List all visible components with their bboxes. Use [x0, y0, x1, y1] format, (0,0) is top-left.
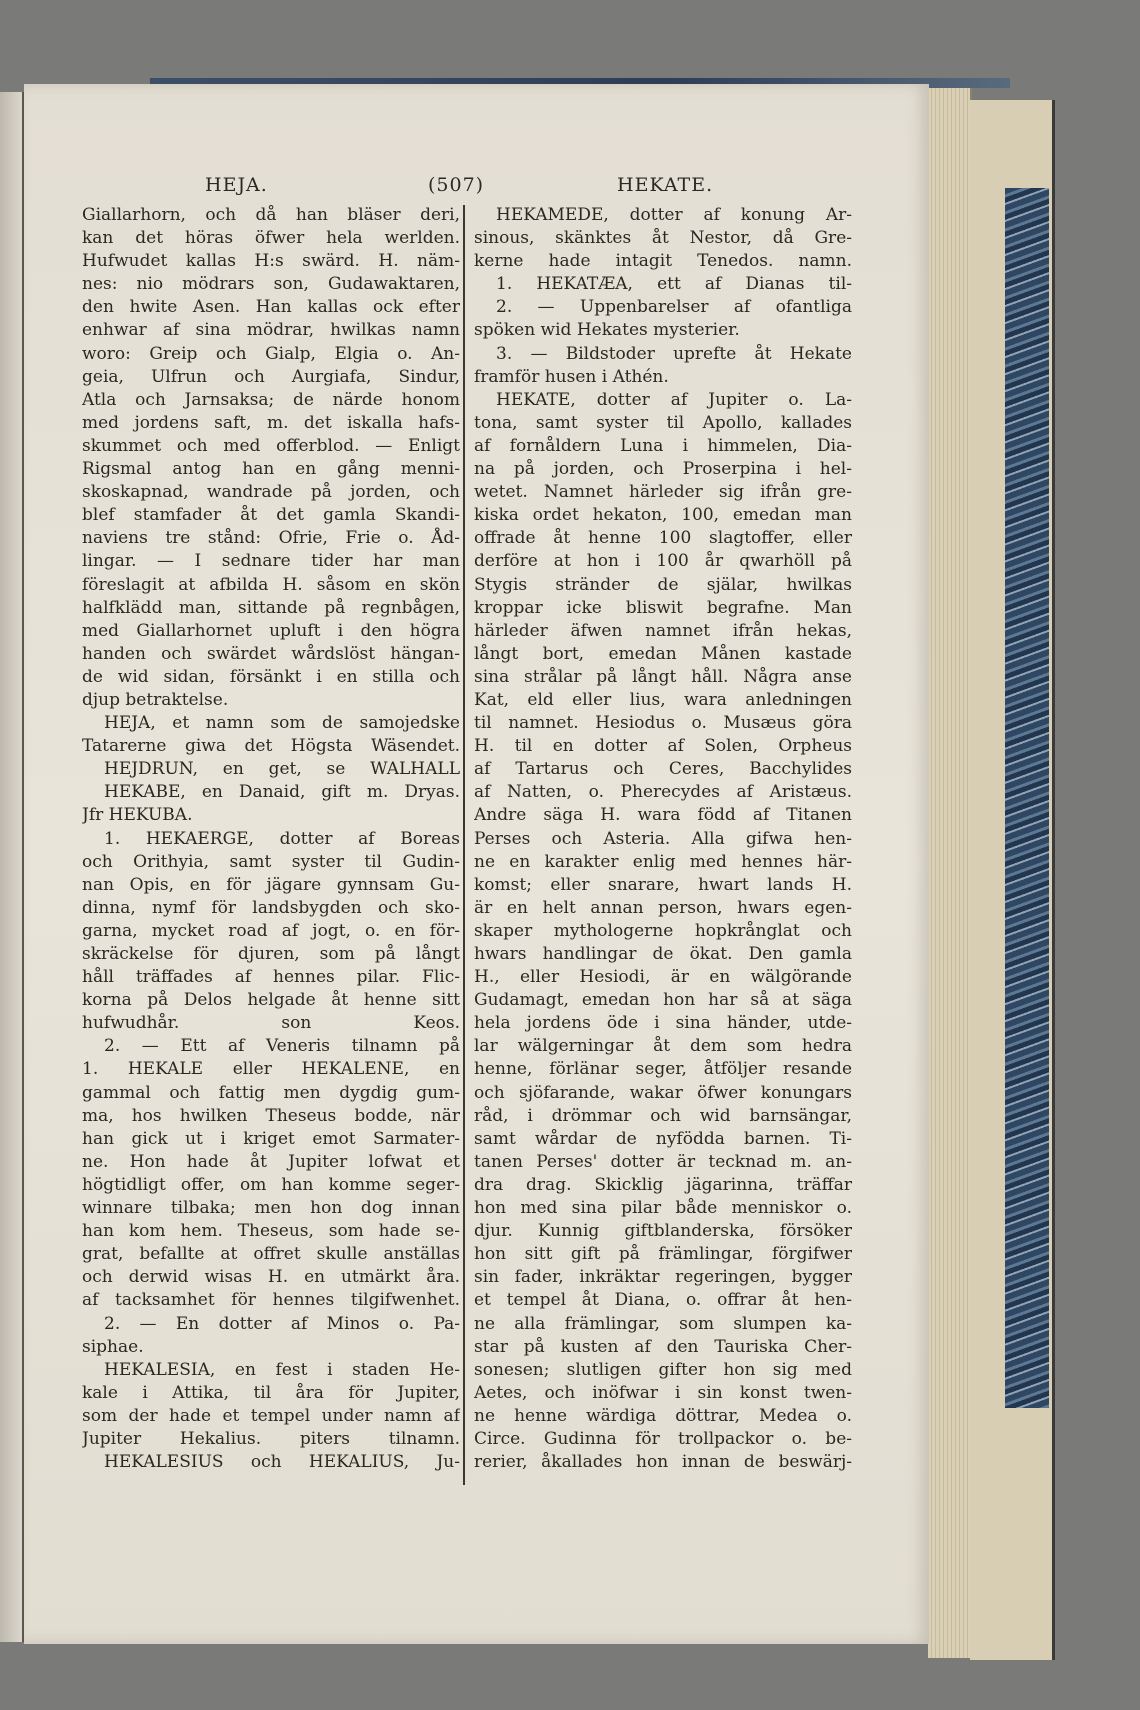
text-line: gammal och fattig men dygdig gum- [82, 1082, 460, 1103]
text-line: Stygis stränder de själar, hwilkas [474, 574, 852, 595]
text-line: sinous, skänktes åt Nestor, då Gre- [474, 228, 852, 249]
text-line: långt bort, emedan Månen kastade [474, 643, 852, 664]
text-line: 3. — Bildstoder uprefte åt Hekate [496, 343, 852, 364]
text-line: tona, samt syster til Apollo, kallades [474, 412, 852, 433]
text-line: hela jordens öde i sina händer, utde- [474, 1013, 852, 1034]
text-line: skummet och med offerblod. — Enligt [82, 435, 460, 456]
right-column [474, 204, 852, 1474]
text-line: tanen Perses' dotter är tecknad m. an- [474, 1151, 852, 1172]
text-line: naviens tre stånd: Ofrie, Frie o. Åd- [82, 528, 460, 549]
text-line: henne, förlänar seger, åtföljer resande [474, 1059, 852, 1080]
text-line: kerne hade intagit Tenedos. namn. [474, 251, 852, 272]
text-line: HEKALESIUS och HEKALIUS, Ju- [104, 1452, 460, 1473]
text-line: HEKATE, dotter af Jupiter o. La- [496, 389, 852, 410]
running-head-left: HEJA. [205, 174, 268, 196]
text-line: Jupiter Hekalius. piters tilnamn. [82, 1428, 460, 1449]
text-line: 1. HEKALE eller HEKALENE, en [82, 1059, 460, 1080]
text-line: af fornåldern Luna i himmelen, Dia- [474, 435, 852, 456]
text-line: härleder äfwen namnet ifrån hekas, [474, 620, 852, 641]
text-line: kan det höras öfwer hela werlden. [82, 228, 460, 249]
text-line: nes: nio mödrars son, Gudawaktaren, [82, 274, 460, 295]
text-line: de wid sidan, försänkt i en stilla och [82, 666, 460, 687]
text-line: föreslagit at afbilda H. såsom en skön [82, 574, 460, 595]
text-line: högtidligt offer, om han komme seger- [82, 1174, 460, 1195]
text-line: skaper mythologerne hopkrånglat och [474, 920, 852, 941]
text-line: wetet. Namnet härleder sig ifrån gre- [474, 482, 852, 503]
running-head-right: HEKATE. [617, 174, 714, 196]
text-line: Circe. Gudinna för trollpackor o. be- [474, 1428, 852, 1449]
text-line: med jordens saft, m. det iskalla hafs- [82, 412, 460, 433]
text-line: na på jorden, och Proserpina i hel- [474, 459, 852, 480]
text-line: och derwid wisas H. en utmärkt åra. [82, 1267, 460, 1288]
text-line: ne. Hon hade åt Jupiter lofwat et [82, 1151, 460, 1172]
text-line: ne alla främlingar, som slumpen ka- [474, 1313, 852, 1334]
text-line: Aetes, och inöfwar i sin konst twen- [474, 1382, 852, 1403]
text-line: hon sitt gift på främlingar, förgifwer [474, 1244, 852, 1265]
text-line: ne henne wärdiga döttrar, Medea o. [474, 1405, 852, 1426]
text-line: HEJDRUN, en get, se WALHALL [104, 759, 460, 780]
text-line: Atla och Jarnsaksa; de närde honom [82, 389, 460, 410]
text-line: siphae. [82, 1336, 144, 1357]
text-line: 2. — En dotter af Minos o. Pa- [104, 1313, 460, 1334]
text-line: nan Opis, en för jägare gynnsam Gu- [82, 874, 460, 895]
text-line: djur. Kunnig giftblanderska, försöker [474, 1221, 852, 1242]
text-line: 1. HEKATÆA, ett af Dianas til- [496, 274, 852, 295]
text-line: sonesen; slutligen gifter hon sig med [474, 1359, 852, 1380]
text-line: af Natten, o. Pherecydes af Aristæus. [474, 782, 852, 803]
text-line: den hwite Asen. Han kallas ock efter [82, 297, 460, 318]
text-line: ne en karakter enlig med hennes här- [474, 851, 852, 872]
text-line: af tacksamhet för hennes tilgifwenhet. [82, 1290, 460, 1311]
text-line: skoskapnad, wandrade på jorden, och [82, 482, 460, 503]
text-line: han kom hem. Theseus, som hade se- [82, 1221, 460, 1242]
text-line: winnare tilbaka; men hon dog innan [82, 1198, 460, 1219]
text-line: HEKAMEDE, dotter af konung Ar- [496, 205, 852, 225]
text-line: Perses och Asteria. Alla gifwa hen- [474, 828, 852, 849]
text-line: han gick ut i kriget emot Sarmater- [82, 1128, 460, 1149]
text-line: halfklädd man, sittande på regnbågen, [82, 597, 460, 618]
text-line: sina strålar på långt håll. Några anse [474, 666, 852, 687]
text-line: är en helt annan person, hwars egen- [474, 897, 852, 918]
text-line: Jfr HEKUBA. [82, 805, 193, 826]
text-line: råd, i drömmar och wid barnsängar, [474, 1105, 852, 1126]
text-line: Rigsmal antog han en gång menni- [82, 459, 460, 480]
column-divider [463, 205, 465, 1485]
text-line: et tempel åt Diana, o. offrar åt hen- [474, 1290, 852, 1311]
text-line: lingar. — I sednare tider har man [82, 551, 460, 572]
text-line: djup betraktelse. [82, 689, 229, 710]
text-line: af Tartarus och Ceres, Bacchylides [474, 759, 852, 780]
text-line: H. til en dotter af Solen, Orpheus [474, 736, 852, 757]
text-line: kiska ordet hekaton, 100, emedan man [474, 505, 852, 526]
text-line: hufwudhår. son Keos. [82, 1013, 460, 1034]
text-line: med Giallarhornet upluft i den högra [82, 620, 460, 641]
text-line: hon med sina pilar både menniskor o. [474, 1198, 852, 1219]
text-line: grat, befallte at offret skulle anställas [82, 1244, 460, 1265]
text-line: Hufwudet kallas H:s swärd. H. näm- [82, 251, 460, 272]
text-line: och sjöfarande, wakar öfwer konungars [474, 1082, 852, 1103]
text-line: geia, Ulfrun och Aurgiafa, Sindur, [82, 366, 460, 387]
text-line: sin fader, inkräktar regeringen, bygger [474, 1267, 852, 1288]
text-line: som der hade et tempel under namn af [82, 1405, 460, 1426]
left-column [82, 204, 460, 1474]
text-line: samt wårdar de nyfödda barnen. Ti- [474, 1128, 852, 1149]
text-line: ma, hos hwilken Theseus bodde, när [82, 1105, 460, 1126]
text-line: kale i Attika, til åra för Jupiter, [82, 1382, 460, 1403]
text-line: Gudamagt, emedan hon har så at säga [474, 990, 852, 1011]
text-line: offrade åt henne 100 slagtoffer, eller [474, 528, 852, 549]
text-line: blef stamfader åt det gamla Skandi- [82, 505, 460, 526]
text-line: star på kusten af den Tauriska Cher- [474, 1336, 852, 1357]
previous-page-edge [0, 92, 24, 1642]
text-line: HEKALESIA, en fest i staden He- [104, 1359, 460, 1380]
text-line: woro: Greip och Gialp, Elgia o. An- [82, 343, 460, 364]
text-line: Tatarerne giwa det Högsta Wäsendet. [82, 736, 460, 757]
text-line: til namnet. Hesiodus o. Musæus göra [474, 713, 852, 734]
text-line: 2. — Uppenbarelser af ofantliga [496, 297, 852, 318]
text-line: håll träffades af hennes pilar. Flic- [82, 967, 460, 988]
text-line: enhwar af sina mödrar, hwilkas namn [82, 320, 460, 341]
text-line: Andre säga H. wara född af Titanen [474, 805, 852, 826]
text-line: Giallarhorn, och då han bläser deri, [82, 205, 460, 225]
text-line: Kat, eld eller lius, wara anledningen [474, 689, 852, 710]
text-line: rerier, åkallades hon innan de beswärj- [474, 1452, 852, 1473]
text-line: framför husen i Athén. [474, 366, 669, 387]
text-line: 2. — Ett af Veneris tilnamn på [104, 1036, 460, 1057]
text-line: derföre at hon i 100 år qwarhöll på [474, 551, 852, 572]
text-line: lar wälgerningar åt dem som hedra [474, 1036, 852, 1057]
text-line: skräckelse för djuren, som på långt [82, 944, 460, 964]
marbled-cover-paper [1005, 188, 1049, 1408]
text-line: 1. HEKAERGE, dotter af Boreas [104, 828, 460, 849]
book-page-edges [928, 88, 972, 1658]
text-line: garna, mycket road af jogt, o. en för- [82, 920, 460, 941]
page-number: (507) [428, 174, 485, 196]
text-line: dra drag. Skicklig jägarinna, träffar [474, 1174, 852, 1195]
text-line: hwars handlingar de ökat. Den gamla [474, 944, 852, 964]
text-line: dinna, nymf för landsbygden och sko- [82, 897, 460, 918]
text-line: komst; eller snarare, hwart lands H. [474, 874, 852, 895]
text-line: HEKABE, en Danaid, gift m. Dryas. [104, 782, 460, 803]
text-line: spöken wid Hekates mysterier. [474, 320, 740, 341]
text-line: kroppar icke bliswit begrafne. Man [474, 597, 852, 618]
text-line: och Orithyia, samt syster til Gudin- [82, 851, 460, 872]
text-line: HEJA, et namn som de samojedske [104, 713, 460, 734]
text-line: H., eller Hesiodi, är en wälgörande [474, 967, 852, 988]
text-line: handen och swärdet wårdslöst hängan- [82, 643, 460, 664]
text-line: korna på Delos helgade åt henne sitt [82, 990, 460, 1011]
